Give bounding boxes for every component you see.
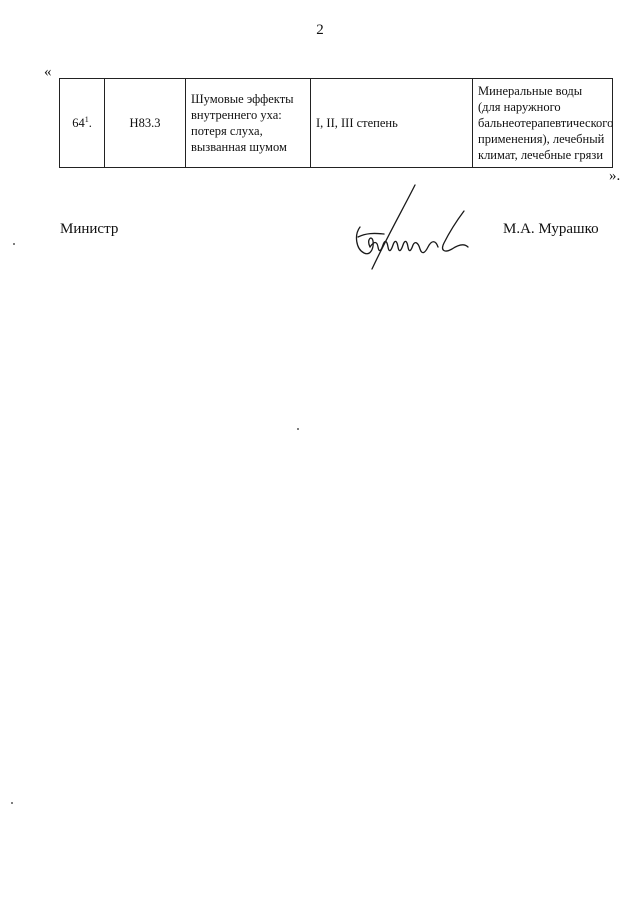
degree-cell (311, 79, 473, 168)
amendment-table (59, 78, 613, 168)
scan-speck (297, 428, 299, 430)
diagnosis-code: H83.3 (129, 116, 161, 130)
treatment-factor-line: бальнеотерапевтического (478, 116, 614, 130)
row-number-cell (60, 79, 105, 168)
treatment-factor-line: климат, лечебные грязи (478, 148, 604, 162)
disease-name-line: внутреннего уха: (191, 108, 282, 122)
page-number: 2 (316, 22, 324, 38)
row-number-suffix: . (88, 116, 92, 130)
disease-name-line: потеря слуха, (191, 124, 263, 138)
diagnosis-code-cell (105, 79, 186, 168)
degree-text: I, II, III степень (316, 116, 398, 130)
row-number-superscript: 1 (84, 114, 89, 124)
table-row (60, 79, 613, 168)
closing-quote: ». (609, 168, 621, 184)
signer-role: Министр (60, 221, 119, 237)
scan-speck (11, 802, 13, 804)
opening-quote: « (44, 64, 52, 80)
scan-speck (13, 243, 15, 245)
handwritten-signature (352, 183, 472, 275)
signature-block (0, 221, 640, 241)
treatment-factor-line: (для наружного (478, 100, 561, 114)
treatment-factors-cell (473, 79, 613, 168)
treatment-factor-line: применения), лечебный (478, 132, 605, 146)
disease-name-line: Шумовые эффекты (191, 92, 294, 106)
disease-name-cell (186, 79, 311, 168)
treatment-factor-line: Минеральные воды (478, 84, 583, 98)
disease-name-line: вызванная шумом (191, 140, 287, 154)
row-number: 64 (72, 116, 85, 130)
signer-name: М.А. Мурашко (503, 221, 599, 237)
